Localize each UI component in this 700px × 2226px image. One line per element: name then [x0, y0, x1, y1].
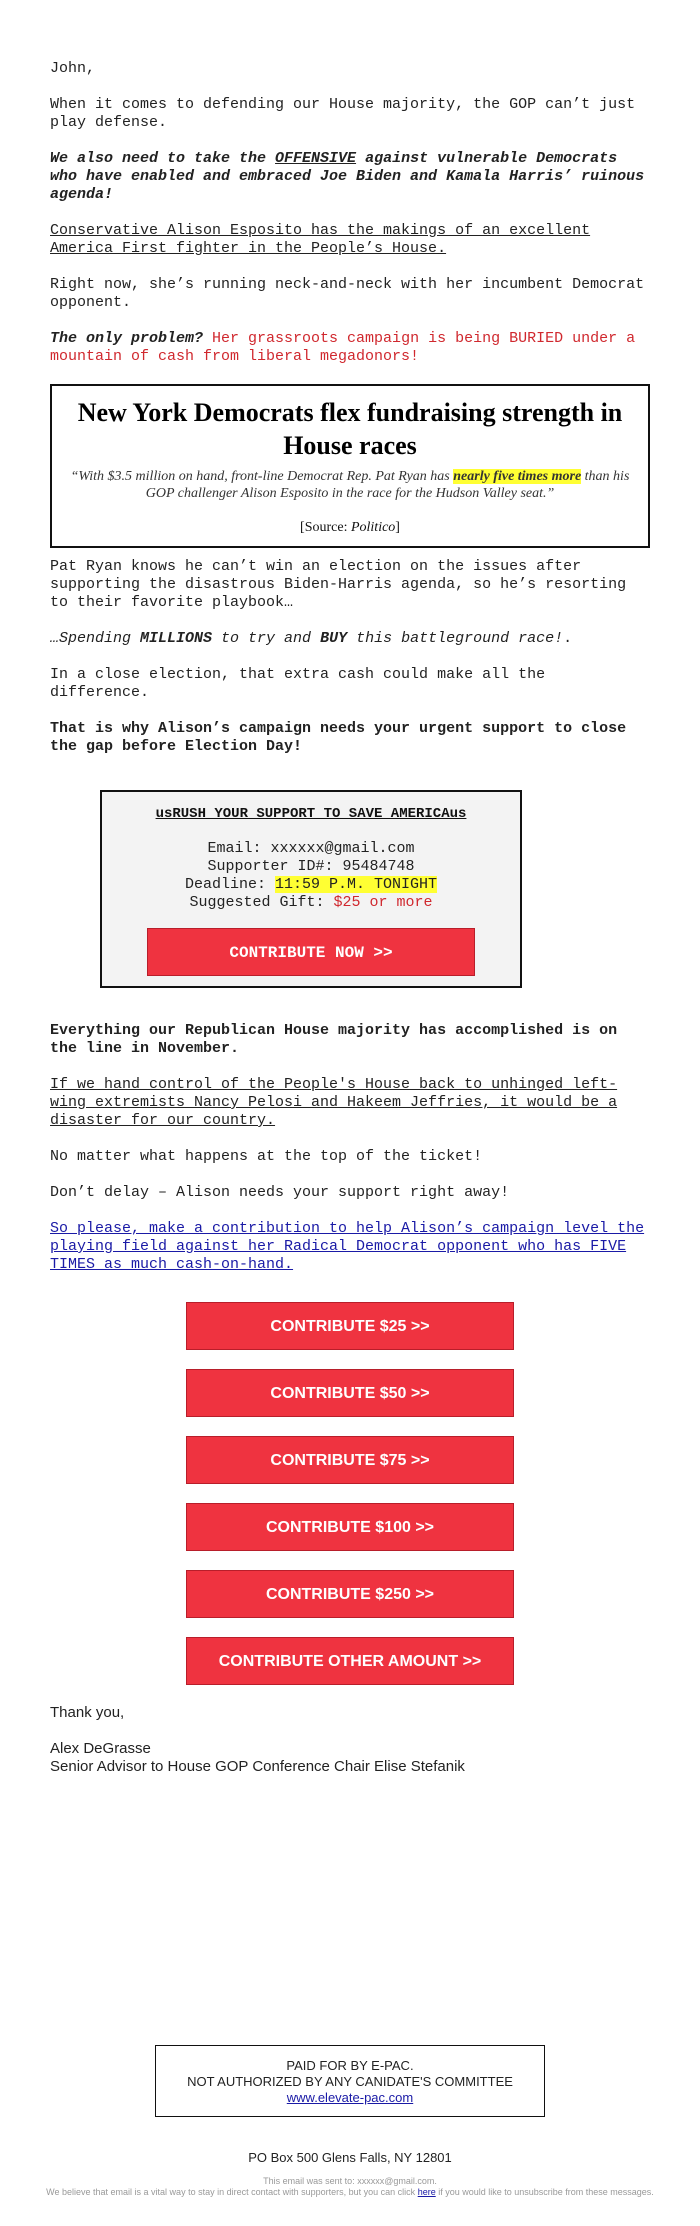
contribution-link[interactable]: So please, make a contribution to help Alison’s campaign level the playing field against her Radical Democrat opponent who has FIVE TIMES as much cash-on-hand. [50, 1220, 645, 1273]
signoff-thanks: Thank you, [50, 1704, 125, 1721]
problem-text: Her grassroots campaign is being BURIED under a mountain of cash from liberal megadonors! [50, 330, 636, 365]
rush-deadline-label: Deadline: [184, 876, 275, 893]
email-body [50, 60, 650, 1776]
not-authorized-text: NOT AUTHORIZED BY ANY CANIDATE'S COMMITTEE [187, 2074, 513, 2089]
offensive-text-c: against vulnerable Democrats who have enabled and embraced Joe Biden and Kamala Harris’ ruinous agenda! [50, 150, 645, 203]
rush-id-value: 95484748 [342, 858, 415, 875]
disclaimer-box [155, 2045, 545, 2117]
spending-millions: MILLIONS [140, 630, 213, 647]
spending-text-c: to try and [212, 630, 321, 647]
problem-paragraph [50, 330, 650, 366]
news-quote-b: than his GOP challenger Alison Esposito in the race for the Hudson Valley seat.” [145, 469, 630, 501]
rush-email-label: Email: [207, 840, 271, 857]
pelosi-paragraph: If we hand control of the People's House back to unhinged left-wing extremists Nancy Pelosi and Hakeem Jeffries, it would be a disaster for our country. [50, 1076, 618, 1129]
unsubscribe-fine-print [0, 2176, 700, 2198]
rush-email-value: xxxxxx@gmail.com [270, 840, 415, 857]
offensive-paragraph [50, 150, 650, 204]
unsubscribe-text-b: if you would like to unsubscribe from these messages. [435, 2187, 654, 2197]
contribution-buttons [50, 1302, 650, 1685]
spending-paragraph [50, 630, 650, 648]
news-quote [58, 468, 642, 502]
mailing-address: PO Box 500 Glens Falls, NY 12801 [248, 2150, 452, 2165]
esposito-paragraph: Conservative Alison Esposito has the makings of an excellent America First fighter in the People’s House. [50, 222, 591, 257]
sent-to-text: This email was sent to: xxxxxx@gmail.com. [263, 2176, 437, 2186]
rush-gift-value: $25 or more [333, 894, 433, 911]
spending-buy: BUY [320, 630, 348, 647]
news-headline: New York Democrats flex fundraising strength in House races [77, 398, 623, 460]
signoff-title: Senior Advisor to House GOP Conference Chair Elise Stefanik [50, 1758, 465, 1775]
spending-period: . [563, 630, 573, 647]
news-quote-box [50, 384, 650, 548]
offensive-word: OFFENSIVE [275, 150, 357, 167]
playbook-paragraph: Pat Ryan knows he can’t win an election on the issues after supporting the disastrous Biden-Harris agenda, so he’s resorting to their favorite playbook… [50, 558, 627, 611]
urgent-support-paragraph: That is why Alison’s campaign needs your urgent support to close the gap before Election Day! [50, 720, 627, 755]
problem-label: The only problem? [50, 330, 204, 347]
intro-paragraph: When it comes to defending our House majority, the GOP can’t just play defense. [50, 96, 636, 131]
contribute-now-button[interactable]: CONTRIBUTE NOW >> [147, 928, 475, 976]
rush-id-label: Supporter ID#: [207, 858, 343, 875]
rush-id-line [102, 858, 520, 876]
contribute-other-button[interactable]: CONTRIBUTE OTHER AMOUNT >> [186, 1637, 514, 1685]
contribute-50-button[interactable]: CONTRIBUTE $50 >> [186, 1369, 514, 1417]
paid-for-text: PAID FOR BY E-PAC. [286, 2058, 414, 2073]
ticket-paragraph: No matter what happens at the top of the ticket! [50, 1148, 483, 1165]
news-quote-highlight: nearly five times more [453, 469, 582, 484]
pac-website-link[interactable]: www.elevate-pac.com [286, 2090, 414, 2105]
contribute-75-button[interactable]: CONTRIBUTE $75 >> [186, 1436, 514, 1484]
neck-and-neck-paragraph: Right now, she’s running neck-and-neck with her incumbent Democrat opponent. [50, 276, 645, 311]
rush-support-box [100, 790, 522, 988]
close-election-paragraph: In a close election, that extra cash could make all the difference. [50, 666, 546, 701]
contribute-25-button[interactable]: CONTRIBUTE $25 >> [186, 1302, 514, 1350]
signoff-name: Alex DeGrasse [50, 1740, 151, 1757]
majority-paragraph: Everything our Republican House majority has accomplished is on the line in November. [50, 1022, 618, 1057]
contribute-100-button[interactable]: CONTRIBUTE $100 >> [186, 1503, 514, 1551]
rush-gift-line [102, 894, 520, 912]
rush-title: usRUSH YOUR SUPPORT TO SAVE AMERICAus [155, 806, 467, 822]
unsubscribe-link[interactable]: here [417, 2187, 436, 2197]
spending-text-a: …Spending [50, 630, 141, 647]
unsubscribe-text-a: We believe that email is a vital way to stay in direct contact with supporters, but you can click [46, 2187, 418, 2197]
spending-text-e: this battleground race! [347, 630, 564, 647]
unsubscribe-text [0, 2187, 700, 2198]
contribute-250-button[interactable]: CONTRIBUTE $250 >> [186, 1570, 514, 1618]
news-quote-a: “With $3.5 million on hand, front-line Democrat Rep. Pat Ryan has [70, 469, 454, 484]
dont-delay-paragraph: Don’t delay – Alison needs your support right away! [50, 1184, 510, 1201]
rush-deadline-value: 11:59 P.M. TONIGHT [274, 876, 438, 893]
greeting: John, [50, 60, 96, 77]
news-source-name: Politico [350, 520, 396, 535]
rush-gift-label: Suggested Gift: [189, 894, 334, 911]
news-source [58, 520, 642, 536]
rush-email-line [102, 840, 520, 858]
news-source-prefix: [Source: [300, 520, 351, 535]
rush-deadline-line [102, 876, 520, 894]
news-source-suffix: ] [395, 520, 400, 535]
offensive-text-a: We also need to take the [50, 150, 276, 167]
